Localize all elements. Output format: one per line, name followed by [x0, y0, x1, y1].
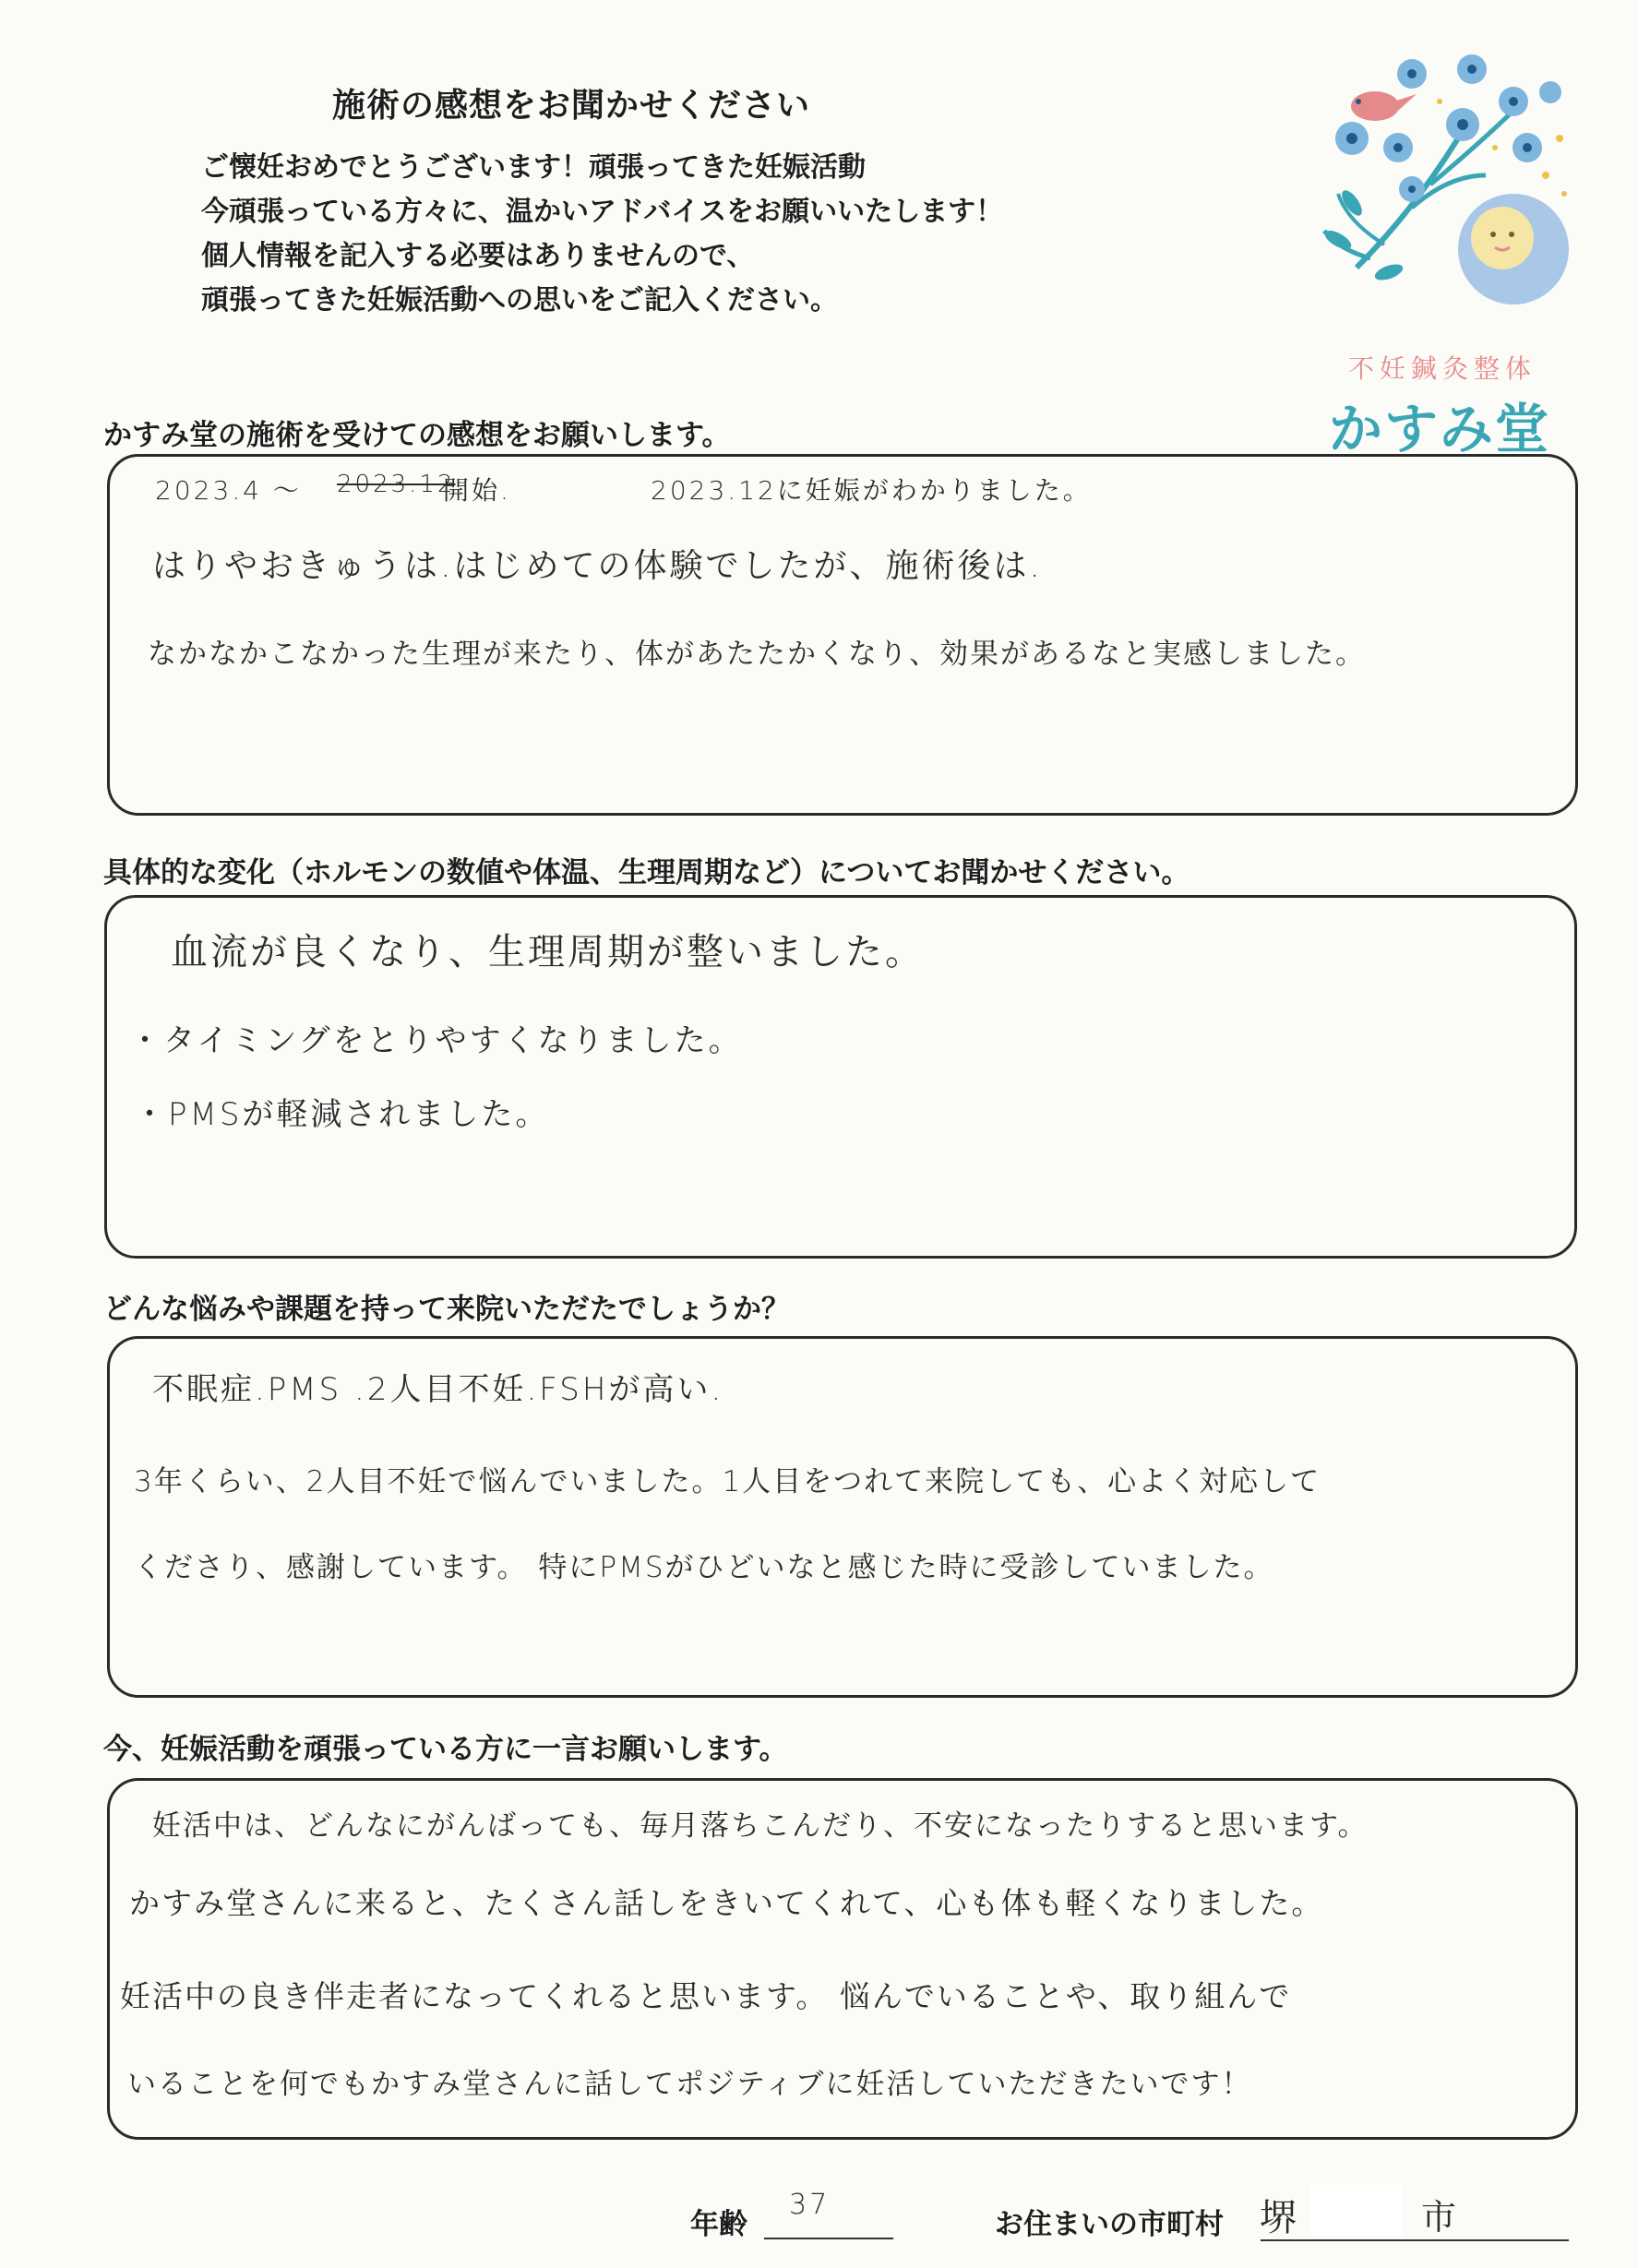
answer-text: 不眠症.PMS .2人目不妊.FSHが高い. [152, 1371, 724, 1408]
intro-line: 頑張ってきた妊娠活動への思いをご記入ください。 [201, 284, 838, 316]
question-message: 今、妊娠活動を頑張っている方に一言お願いします。 [103, 1733, 788, 1766]
intro-text [201, 146, 1003, 323]
city-underline [1261, 2239, 1569, 2241]
clinic-logo [1301, 37, 1578, 460]
city-suffix[interactable]: 市 [1421, 2197, 1460, 2238]
age-label: 年齢 [690, 2208, 747, 2241]
question-changes: 具体的な変化（ホルモンの数値や体温、生理周期など）についてお聞かせください。 [103, 856, 1190, 889]
answer-text: ・PMSが軽減されました。 [134, 1096, 550, 1133]
form-title: 施術の感想をお聞かせください [332, 87, 811, 125]
answer-text: 妊活中の良き伴走者になってくれると思います。 悩んでいることや、取り組んで [120, 1978, 1292, 2014]
logo-name: かすみ堂 [1328, 398, 1550, 460]
answer-text: 開始. [443, 475, 511, 506]
redaction-mask [1310, 2185, 1403, 2237]
struck-text: 2023.12 [337, 471, 456, 498]
answer-text: くださり、感謝しています。 特にPMSがひどいなと感じた時に受診していました。 [134, 1551, 1274, 1584]
answer-text: 3年くらい、2人目不妊で悩んでいました。1人目をつれて来院しても、心よく対応して [134, 1465, 1321, 1498]
intro-line: 今頑張っている方々に、温かいアドバイスをお願いいたします！ [201, 196, 1004, 228]
answer-text: ・タイミングをとりやすくなりました。 [129, 1022, 743, 1059]
answer-text: 血流が良くなり、生理周期が整いました。 [171, 931, 925, 973]
question-impressions: かすみ堂の施術を受けての感想をお願いします。 [103, 419, 731, 452]
intro-line: 個人情報を記入する必要はありませんので、 [201, 240, 755, 272]
answer-text: 2023.12に妊娠がわかりました。 [651, 475, 1092, 506]
answer-text: 妊活中は、どんなにがんばっても、毎月落ちこんだり、不安になったりすると思います。 [152, 1809, 1369, 1843]
answer-text: 2023.4 〜 [155, 475, 302, 506]
age-value[interactable]: 37 [789, 2189, 831, 2221]
answer-text: なかなかこなかった生理が来たり、体があたたかくなり、効果があるなと実感しました。 [148, 638, 1366, 671]
answer-text: いることを何でもかすみ堂さんに話してポジティブに妊活していただきたいです！ [127, 2068, 1252, 2101]
answer-text: かすみ堂さんに来ると、たくさん話しをきいてくれて、心も体も軽くなりました。 [129, 1885, 1324, 1921]
intro-line: ご懐妊おめでとうございます！頑張ってきた妊娠活動 [201, 151, 866, 184]
city-prefix[interactable]: 堺 [1260, 2197, 1299, 2239]
logo-subtitle: 不妊鍼灸整体 [1347, 353, 1536, 384]
logo-illustration [1301, 37, 1578, 341]
answer-text: はりやおきゅうは.はじめての体験でしたが、施術後は. [152, 547, 1043, 585]
city-label: お住まいの市町村 [995, 2208, 1224, 2241]
question-concerns: どんな悩みや課題を持って来院いただたでしょうか？ [103, 1293, 790, 1326]
age-underline [764, 2238, 893, 2239]
